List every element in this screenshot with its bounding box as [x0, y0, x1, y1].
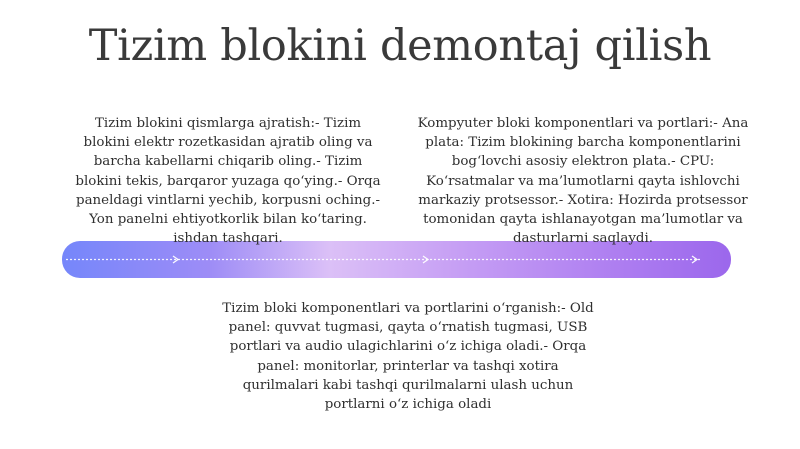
step-text-3: Tizim bloki komponentlari va portlarini o‘rganish:- Old panel: quvvat tugmasi, qayta o‘rnatish tugmasi, USB portlari va audio ulagichlarini o‘z ichiga oladi.- Orqa panel: monitorlar, printerlar va tashqi xotira qurilmalari kabi tashqi qurilmalarni ulash uchun portlarni o‘z ichiga oladi — [222, 301, 594, 413]
page-title: Tizim blokini demontaj qilish — [88, 21, 712, 71]
step-text-2: Kompyuter bloki komponentlari va portlari:- Ana plata: Tizim blokining barcha komponentlarini bog‘lovchi asosiy elektron plata.- CPU: Ko‘rsatmalar va ma’lumotlarni qayta ishlovchi markaziy protsessor.- Xotira: Hozirda protsessor tomonidan qayta ishlanayotgan ma’lumotlar va dasturlarni saqlaydi. — [417, 116, 749, 247]
step-text-1: Tizim blokini qismlarga ajratish:- Tizim blokini elektr rozetkasidan ajratib oling va barcha kabellarni chiqarib oling.- Tizim blokini tekis, barqaror yuzaga qo‘ying.- Orqa paneldagi vintlarni yechib, korpusni oching.- Yon panelni ehtiyotkorlik bilan ko‘taring. ishdan tashqari. — [75, 116, 381, 247]
